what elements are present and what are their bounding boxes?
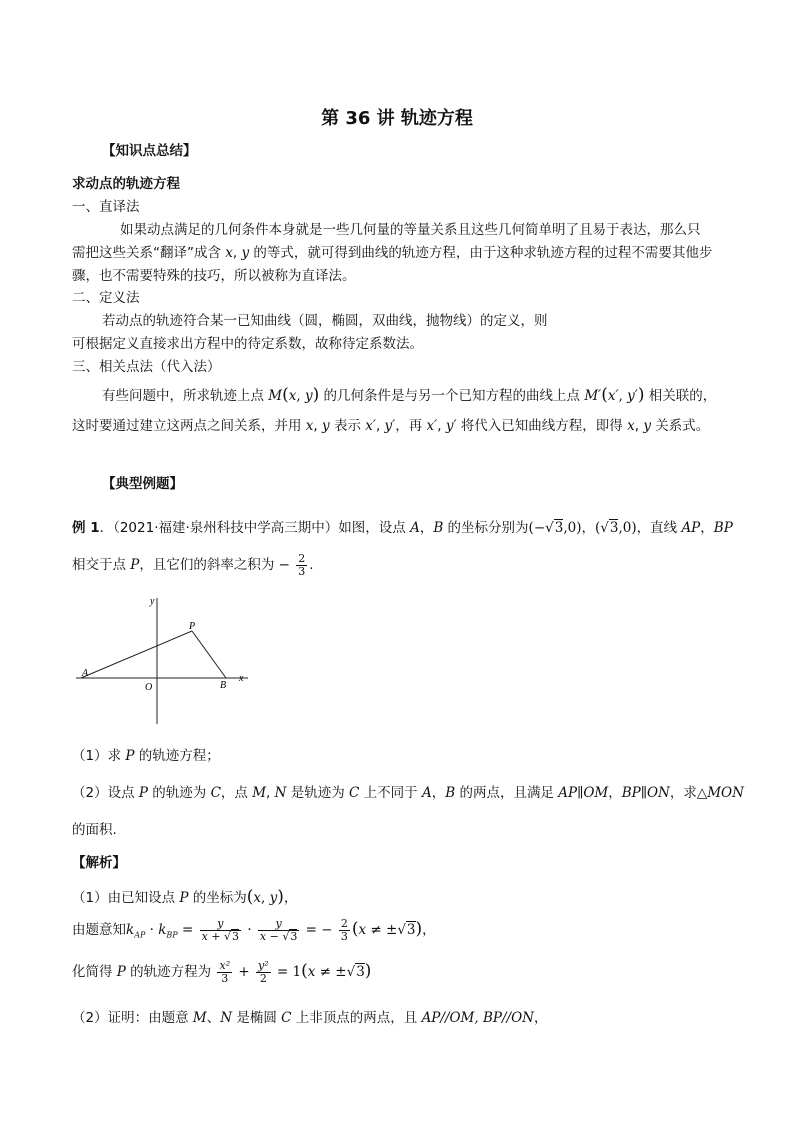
- x-axis-label: x: [239, 673, 244, 684]
- question-2-line-2: 的面积.: [72, 822, 117, 838]
- point-A-label: A: [82, 668, 89, 679]
- example-1-line-1: 例 1．（2021·福建·泉州科技中学高三期中）如图，设点 A，B 的坐标分别为(−√3,0)，(√3,0)，直线 AP，BP: [72, 520, 733, 536]
- page-title: 第 36 讲 轨迹方程: [321, 108, 473, 129]
- fraction-y2-over-2: $\frac{\text{y²}}{2}$: [258, 959, 269, 985]
- method-3-line-2: 这时要通过建立这两点之间关系，并用 x, y 表示 x′, y′，再 x′, y′ 将代入已知曲线方程，即得 x, y 关系式。: [72, 418, 710, 434]
- method-2-title: 二、定义法: [72, 290, 140, 306]
- solution-line-2: 由题意知$k_{AP} \cdot k_{BP}$ = $\frac{y}{x + √3}$ · $\frac{y}{x - √3}$ = − $\frac{2}{3}$ (x ≠ ±√3)，: [72, 917, 436, 943]
- point-P-label: P: [189, 621, 196, 632]
- example-1-figure: [70, 590, 260, 730]
- method-1-title: 一、直译法: [72, 199, 140, 215]
- fraction-y-over-x-plus-root3: $\frac{y}{x + √3}$: [201, 917, 240, 943]
- method-1-line-3: 骤，也不需要特殊的技巧，所以被称为直译法。: [72, 268, 356, 284]
- method-1-line-1: 如果动点满足的几何条件本身就是一些几何量的等量关系且这些几何简单明了且易于表达，那么只: [120, 222, 701, 238]
- knowledge-subtitle: 求动点的轨迹方程: [72, 176, 180, 192]
- knowledge-header: 【知识点总结】: [102, 143, 197, 159]
- method-3-title: 三、相关点法（代入法）: [72, 359, 221, 375]
- y-axis-label: y: [150, 596, 155, 607]
- method-1-line-2: 需把这些关系“翻译”成含 x, y 的等式，就可得到曲线的轨迹方程，由于这种求轨迹方程的过程不需要其他步: [72, 245, 713, 261]
- solution-line-3: 化简得 P 的轨迹方程为 $\frac{\text{x²}}{3}$ + $\frac{\text{y²}}{2}$ = 1(x ≠ ±√3): [72, 959, 372, 985]
- question-1: （1）求 P 的轨迹方程；: [72, 748, 220, 764]
- slope-product-fraction: $\frac{2}{3}$: [298, 552, 306, 578]
- examples-header: 【典型例题】: [102, 476, 183, 492]
- fraction-two-thirds: $\frac{2}{3}$: [340, 917, 348, 943]
- method-2-line-1: 若动点的轨迹符合某一已知曲线（圆，椭圆，双曲线，抛物线）的定义，则: [102, 313, 548, 329]
- line-BP: [192, 631, 226, 678]
- example-1-label: 例 1: [72, 520, 100, 536]
- method-2-line-2: 可根据定义直接求出方程中的待定系数，故称待定系数法。: [72, 336, 423, 352]
- solution-line-4: （2）证明：由题意 M、N 是椭圆 C 上非顶点的两点，且 AP//OM, BP//ON，: [72, 1010, 548, 1026]
- solution-line-1: （1）由已知设点 P 的坐标为(x, y)，: [72, 887, 298, 907]
- fraction-y-over-x-minus-root3: $\frac{y}{x - √3}$: [259, 917, 298, 943]
- line-AP: [81, 631, 192, 678]
- point-B-label: B: [220, 680, 227, 691]
- analysis-header: 【解析】: [72, 855, 126, 871]
- example-1-line-2: 相交于点 P，且它们的斜率之积为 − $\frac{2}{3}$ .: [72, 552, 314, 578]
- question-2-line-1: （2）设点 P 的轨迹为 C，点 M, N 是轨迹为 C 上不同于 A，B 的两点，且满足 AP∥OM，BP∥ON，求△MON: [72, 785, 744, 801]
- method-3-line-1: 有些问题中，所求轨迹上点 M(x, y) 的几何条件是与另一个已知方程的曲线上点 M′(x′, y′) 相关联的，: [102, 385, 717, 405]
- origin-label: O: [145, 682, 153, 693]
- fraction-x2-over-3: $\frac{\text{x²}}{3}$: [219, 959, 231, 985]
